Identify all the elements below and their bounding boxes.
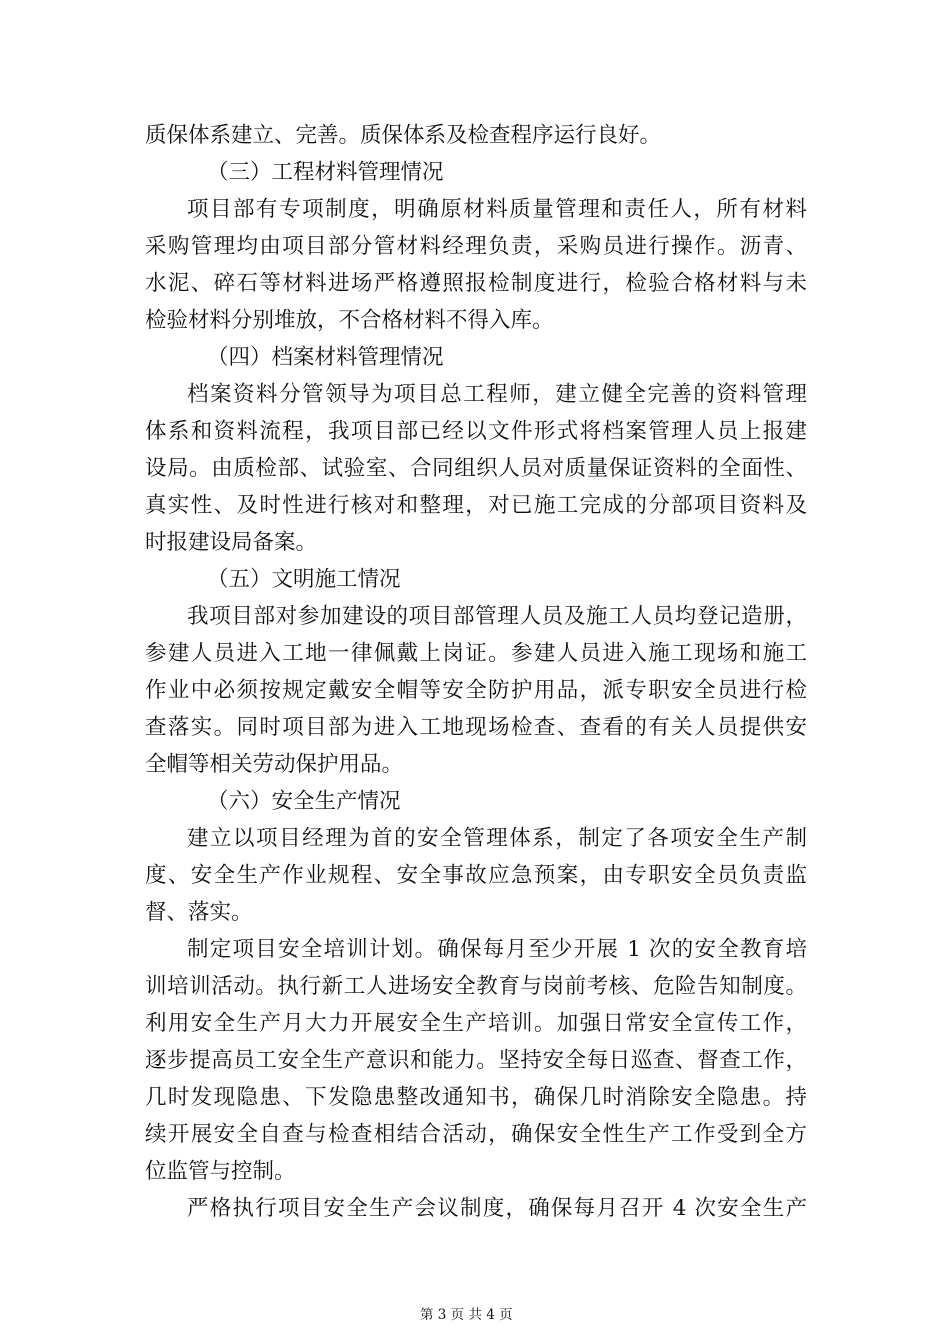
paragraph-line: 全帽等相关劳动保护用品。 [145, 752, 404, 777]
section-heading: （三）工程材料管理情况 [207, 160, 444, 185]
paragraph-line: 检验材料分别堆放，不合格材料不得入库。 [145, 308, 554, 333]
paragraph-line: 训培训活动。执行新工人进场安全教育与岗前考核、危险告知制度。 [145, 974, 807, 999]
paragraph-line: 我项目部对参加建设的项目部管理人员及施工人员均登记造册， [187, 604, 807, 629]
paragraph-line: 位监管与控制。 [145, 1159, 296, 1184]
paragraph-line: 真实性、及时性进行核对和整理，对已施工完成的分部项目资料及 [145, 493, 807, 518]
page-footer [0, 1306, 950, 1324]
paragraph-line: 水泥、碎石等材料进场严格遵照报检制度进行，检验合格材料与未 [145, 271, 807, 296]
paragraph-line: 续开展安全自查与检查相结合活动，确保安全性生产工作受到全方 [145, 1122, 807, 1147]
paragraph-line: 体系和资料流程，我项目部已经以文件形式将档案管理人员上报建 [145, 419, 807, 444]
page-number: 第 3 页 共 4 页 [420, 1307, 513, 1323]
paragraph-line: 采购管理均由项目部分管材料经理负责，采购员进行操作。沥青、 [145, 234, 807, 259]
paragraph-line: 项目部有专项制度，明确原材料质量管理和责任人，所有材料 [187, 197, 807, 222]
paragraph-line: 作业中必须按规定戴安全帽等安全防护用品，派专职安全员进行检 [145, 678, 807, 703]
paragraph-line: 督、落实。 [145, 900, 253, 925]
paragraph-line: 制定项目安全培训计划。确保每月至少开展 1 次的安全教育培 [187, 937, 807, 962]
paragraph-line: 度、安全生产作业规程、安全事故应急预案，由专职安全员负责监 [145, 863, 807, 888]
paragraph-line: 利用安全生产月大力开展安全生产培训。加强日常安全宣传工作， [145, 1011, 807, 1036]
paragraph-line: 档案资料分管领导为项目总工程师，建立健全完善的资料管理 [187, 382, 807, 407]
document-body [145, 117, 807, 1227]
section-heading: （六）安全生产情况 [207, 789, 401, 814]
section-heading: （四）档案材料管理情况 [207, 345, 444, 370]
paragraph-line: 逐步提高员工安全生产意识和能力。坚持安全每日巡查、督查工作， [145, 1048, 807, 1073]
paragraph-line: 几时发现隐患、下发隐患整改通知书，确保几时消除安全隐患。持 [145, 1085, 807, 1110]
section-heading: （五）文明施工情况 [207, 567, 401, 592]
paragraph-line: 设局。由质检部、试验室、合同组织人员对质量保证资料的全面性、 [145, 456, 807, 481]
paragraph-line: 严格执行项目安全生产会议制度，确保每月召开 4 次安全生产 [187, 1196, 807, 1221]
paragraph-line: 查落实。同时项目部为进入工地现场检查、查看的有关人员提供安 [145, 715, 807, 740]
paragraph-line: 时报建设局备案。 [145, 530, 318, 555]
paragraph-line: 建立以项目经理为首的安全管理体系，制定了各项安全生产制 [187, 826, 807, 851]
paragraph-line: 质保体系建立、完善。质保体系及检查程序运行良好。 [145, 123, 662, 148]
paragraph-line: 参建人员进入工地一律佩戴上岗证。参建人员进入施工现场和施工 [145, 641, 807, 666]
